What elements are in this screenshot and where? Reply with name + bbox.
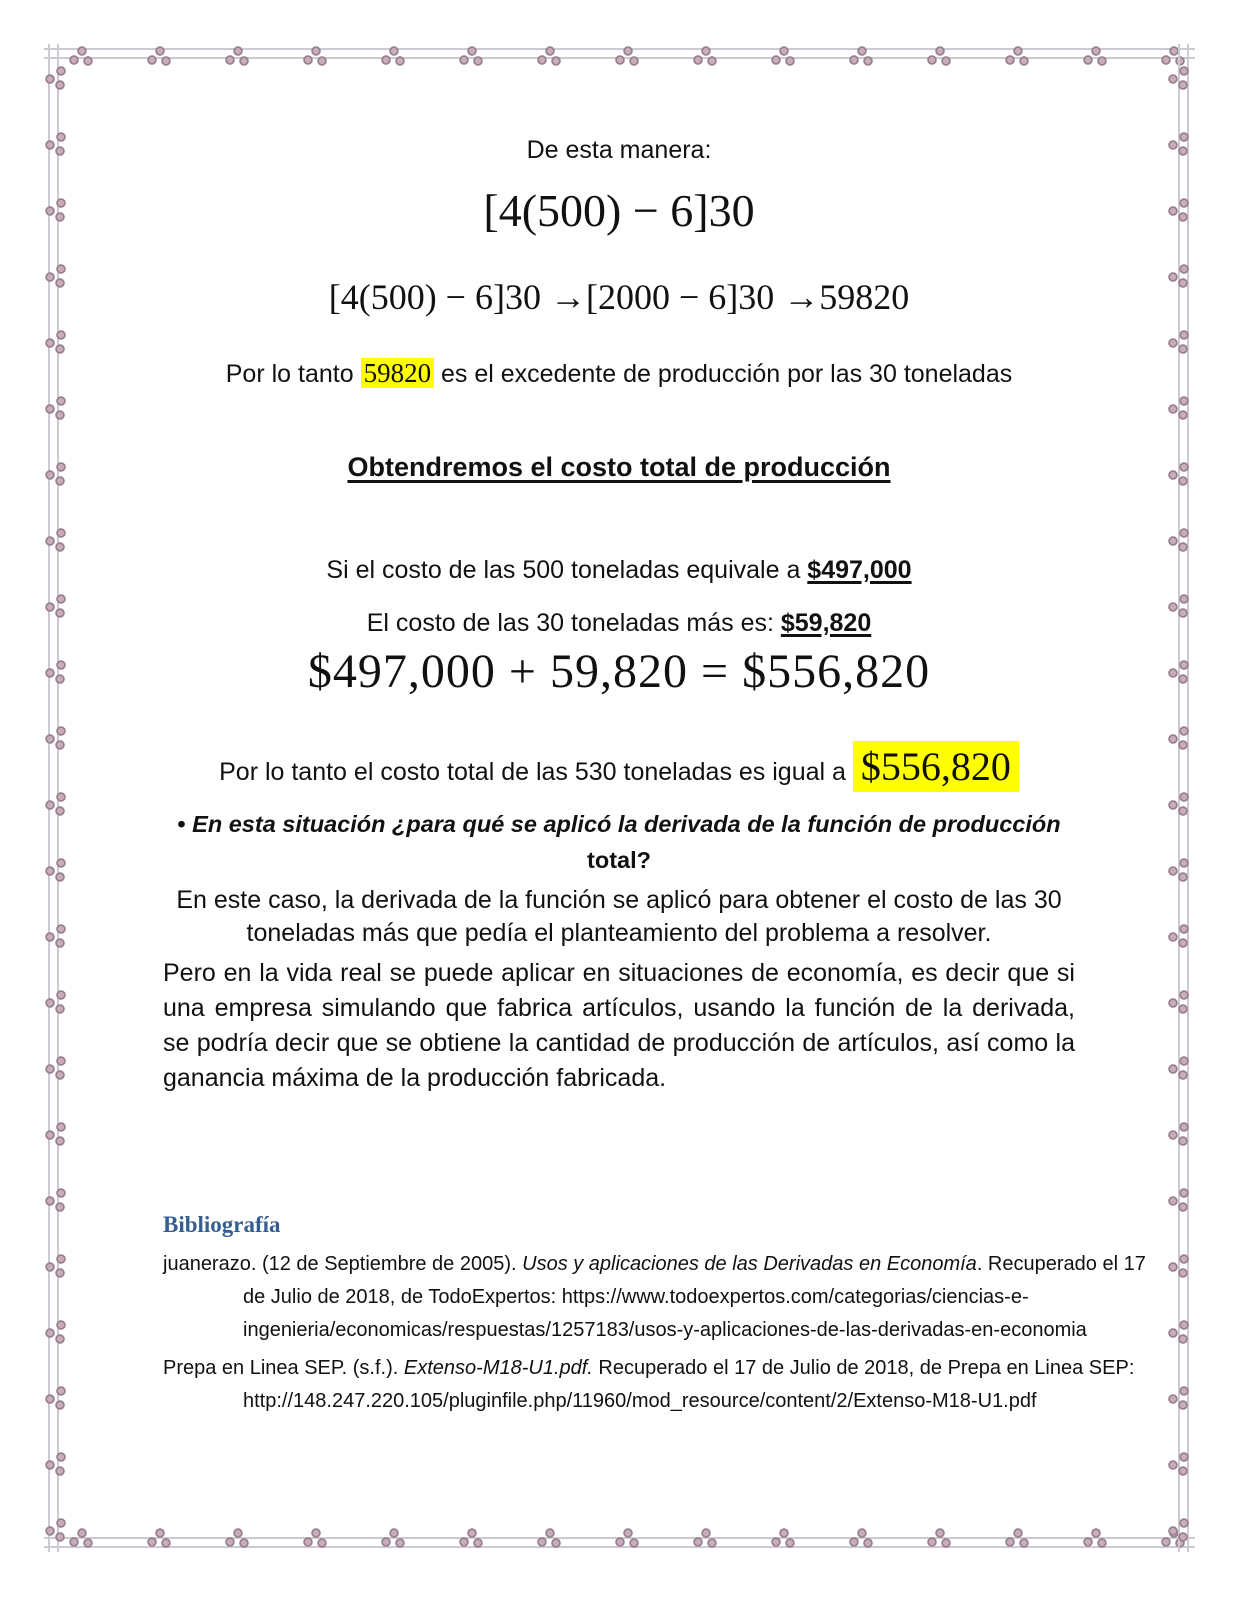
bib-entry-2-line-1: [163, 1352, 1135, 1385]
cost-30-line: [163, 609, 1075, 638]
bib-entry-1-author: juanerazo. (12 de Septiembre de 2005).: [163, 1253, 523, 1275]
section-heading: [163, 452, 1075, 483]
decorative-border-right: [1167, 44, 1193, 1552]
bibliography-heading: Bibliografía: [163, 1212, 281, 1237]
decorative-border-left: [44, 44, 70, 1552]
section-heading-text: Obtendremos el costo total de producción: [347, 452, 891, 482]
question-line-1-text: En esta situación ¿para qué se aplicó la derivada de la función de producción: [192, 811, 1061, 837]
total-sentence: [163, 738, 1075, 801]
surplus-suffix: es el excedente de producción por las 30 toneladas: [434, 360, 1013, 388]
surplus-highlight: 59820: [361, 358, 435, 388]
bib-entry-1-title: Usos y aplicaciones de las Derivadas en Economía: [522, 1253, 977, 1275]
decorative-border-bottom: [44, 1526, 1195, 1552]
intro-text: De esta manera:: [526, 136, 712, 164]
question-bullet: •: [177, 811, 193, 837]
total-prefix: Por lo tanto el costo total de las 530 toneladas es igual a: [219, 758, 853, 786]
total-cost-formula: $497,000 + 59,820 = $556,820: [307, 645, 931, 698]
answer-block: [163, 884, 1075, 950]
answer-line-2: toneladas más que pedía el planteamiento del problema a resolver.: [246, 919, 992, 947]
question-block: [163, 806, 1075, 878]
bib-entry-1-line-1-suffix: . Recuperado el 17: [976, 1253, 1146, 1275]
bib-entry-2-line-2: http://148.247.220.105/pluginfile.php/11960/mod_resource/content/2/Extenso-M18-U1.pdf: [243, 1390, 1037, 1412]
bib-entry-2-title: Extenso-M18-U1.pdf.: [403, 1357, 593, 1379]
bib-entry-1-line-2: de Julio de 2018, de TodoExpertos: https://www.todoexpertos.com/categorias/ciencias-e-: [243, 1286, 1029, 1308]
cost-500-value: $497,000: [807, 556, 912, 584]
bib-entry-2-author: Prepa en Linea SEP. (s.f.).: [163, 1357, 404, 1379]
decorative-border-top: [44, 44, 1195, 70]
cost-500-prefix: Si el costo de las 500 toneladas equivale a: [326, 556, 808, 584]
formula-chain: [4(500) − 6]30 →[2000 − 6]30 →59820: [328, 277, 910, 317]
surplus-prefix: Por lo tanto: [225, 360, 361, 388]
bib-entry-2-line-1-suffix: Recuperado el 17 de Julio de 2018, de Prepa en Linea SEP:: [592, 1357, 1135, 1379]
bibliography-entry-1: [163, 1248, 1146, 1347]
bib-entry-1-line-3: ingenieria/economicas/respuestas/1257183/usos-y-aplicaciones-de-las-derivadas-en-economia: [243, 1319, 1087, 1341]
question-line-2: total?: [587, 847, 651, 873]
cost-500-line: [163, 556, 1075, 585]
cost-30-value: $59,820: [780, 609, 872, 637]
surplus-sentence: [163, 358, 1075, 389]
question-line-1: [163, 806, 1075, 842]
application-paragraph: Pero en la vida real se puede aplicar en situaciones de economía, es decir que si una empresa simulando que fabrica artículos, usando la función de la derivada, se podría decir que se obtiene la cantidad de producción de artículos, así como la ganancia máxima de la producción fabricada.: [163, 959, 1075, 1092]
bib-entry-1-line-1: [163, 1248, 1146, 1281]
bibliography-entry-2: [163, 1352, 1135, 1418]
answer-line-1: En este caso, la derivada de la función se aplicó para obtener el costo de las 30: [176, 886, 1062, 914]
total-highlight: $556,820: [853, 741, 1019, 792]
formula-bracketed: [4(500) − 6]30: [483, 185, 755, 236]
cost-30-prefix: El costo de las 30 toneladas más es:: [366, 609, 781, 637]
